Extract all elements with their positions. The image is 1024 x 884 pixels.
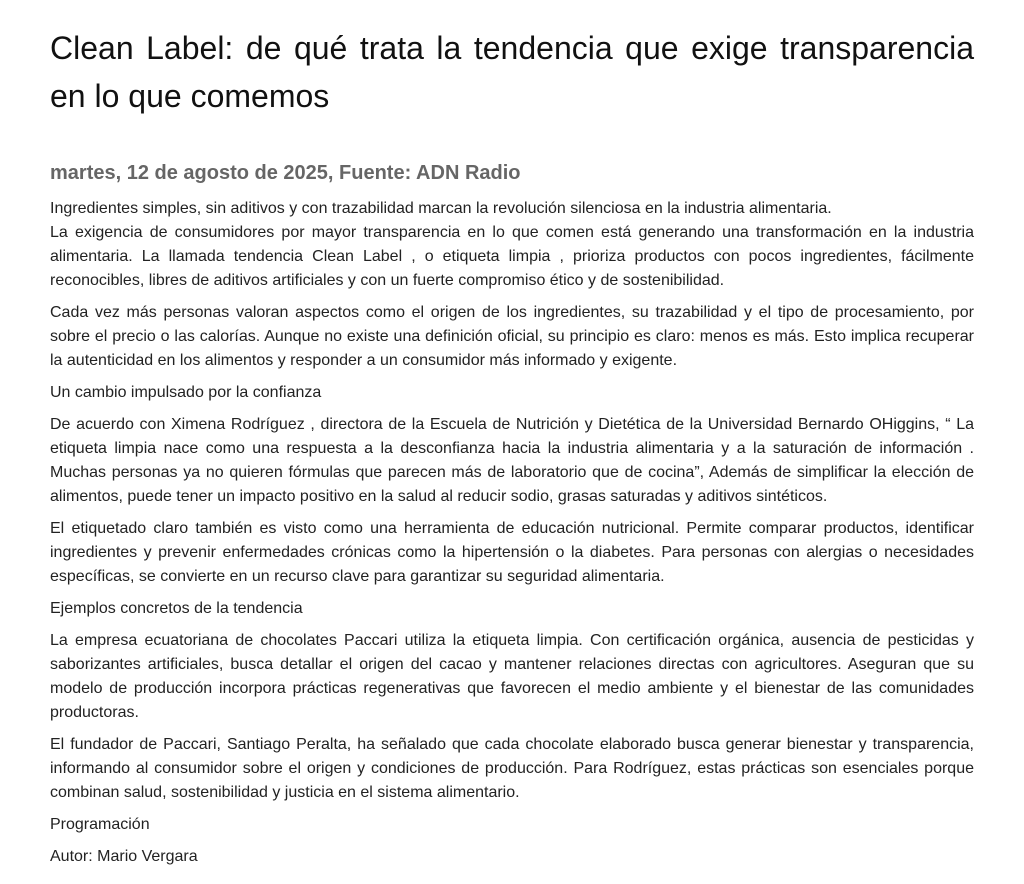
article-author: Autor: Mario Vergara [50,848,198,865]
article-paragraph: El etiquetado claro también es visto como una herramienta de educación nutricional. Permite comparar productos, identificar ingredientes y prevenir enfermedades crónicas como la hipertensión o la diabetes. Para personas con alergias o necesidades específicas, se convierte en un recurso clave para garantizar su seguridad alimentaria. [50,520,974,585]
article-subheading: Ejemplos concretos de la tendencia [50,600,303,617]
article-paragraph: El fundador de Paccari, Santiago Peralta, ha señalado que cada chocolate elaborado busca generar bienestar y transparencia, informando al consumidor sobre el origen y condiciones de producción. Para Rodríguez, estas prácticas son esenciales porque combinan salud, sostenibilidad y justicia en el sistema alimentario. [50,736,974,801]
article-paragraph: La exigencia de consumidores por mayor transparencia en lo que comen está generando una transformación en la industria alimentaria. La llamada tendencia Clean Label , o etiqueta limpia , prioriza productos con pocos ingredientes, fácilmente reconocibles, libres de aditivos artificiales y con un fuerte compromiso ético y de sostenibilidad. [50,224,974,289]
article-body [50,197,974,869]
article-paragraph: La empresa ecuatoriana de chocolates Paccari utiliza la etiqueta limpia. Con certificación orgánica, ausencia de pesticidas y saborizantes artificiales, busca detallar el origen del cacao y mantener relaciones directas con agricultores. Aseguran que su modelo de producción incorpora prácticas regenerativas que favorecen el medio ambiente y el bienestar de las comunidades productoras. [50,632,974,721]
article-dateline: martes, 12 de agosto de 2025, Fuente: ADN Radio [50,162,521,184]
article-title: Clean Label: de qué trata la tendencia que exige transparencia en lo que comemos [50,30,974,114]
article-lead: Ingredientes simples, sin aditivos y con trazabilidad marcan la revolución silenciosa en la industria alimentaria. [50,200,832,217]
article-category: Programación [50,816,150,833]
article-subheading: Un cambio impulsado por la confianza [50,384,322,401]
article-paragraph: De acuerdo con Ximena Rodríguez , directora de la Escuela de Nutrición y Dietética de la Universidad Bernardo OHiggins, “ La etiqueta limpia nace como una respuesta a la desconfianza hacia la industria alimentaria y a la saturación de información . Muchas personas ya no quieren fórmulas que parecen más de laboratorio que de cocina”, Además de simplificar la elección de alimentos, puede tener un impacto positivo en la salud al reducir sodio, grasas saturadas y aditivos sintéticos. [50,416,974,505]
article-paragraph: Cada vez más personas valoran aspectos como el origen de los ingredientes, su trazabilidad y el tipo de procesamiento, por sobre el precio o las calorías. Aunque no existe una definición oficial, su principio es claro: menos es más. Esto implica recuperar la autenticidad en los alimentos y responder a un consumidor más informado y exigente. [50,304,974,369]
